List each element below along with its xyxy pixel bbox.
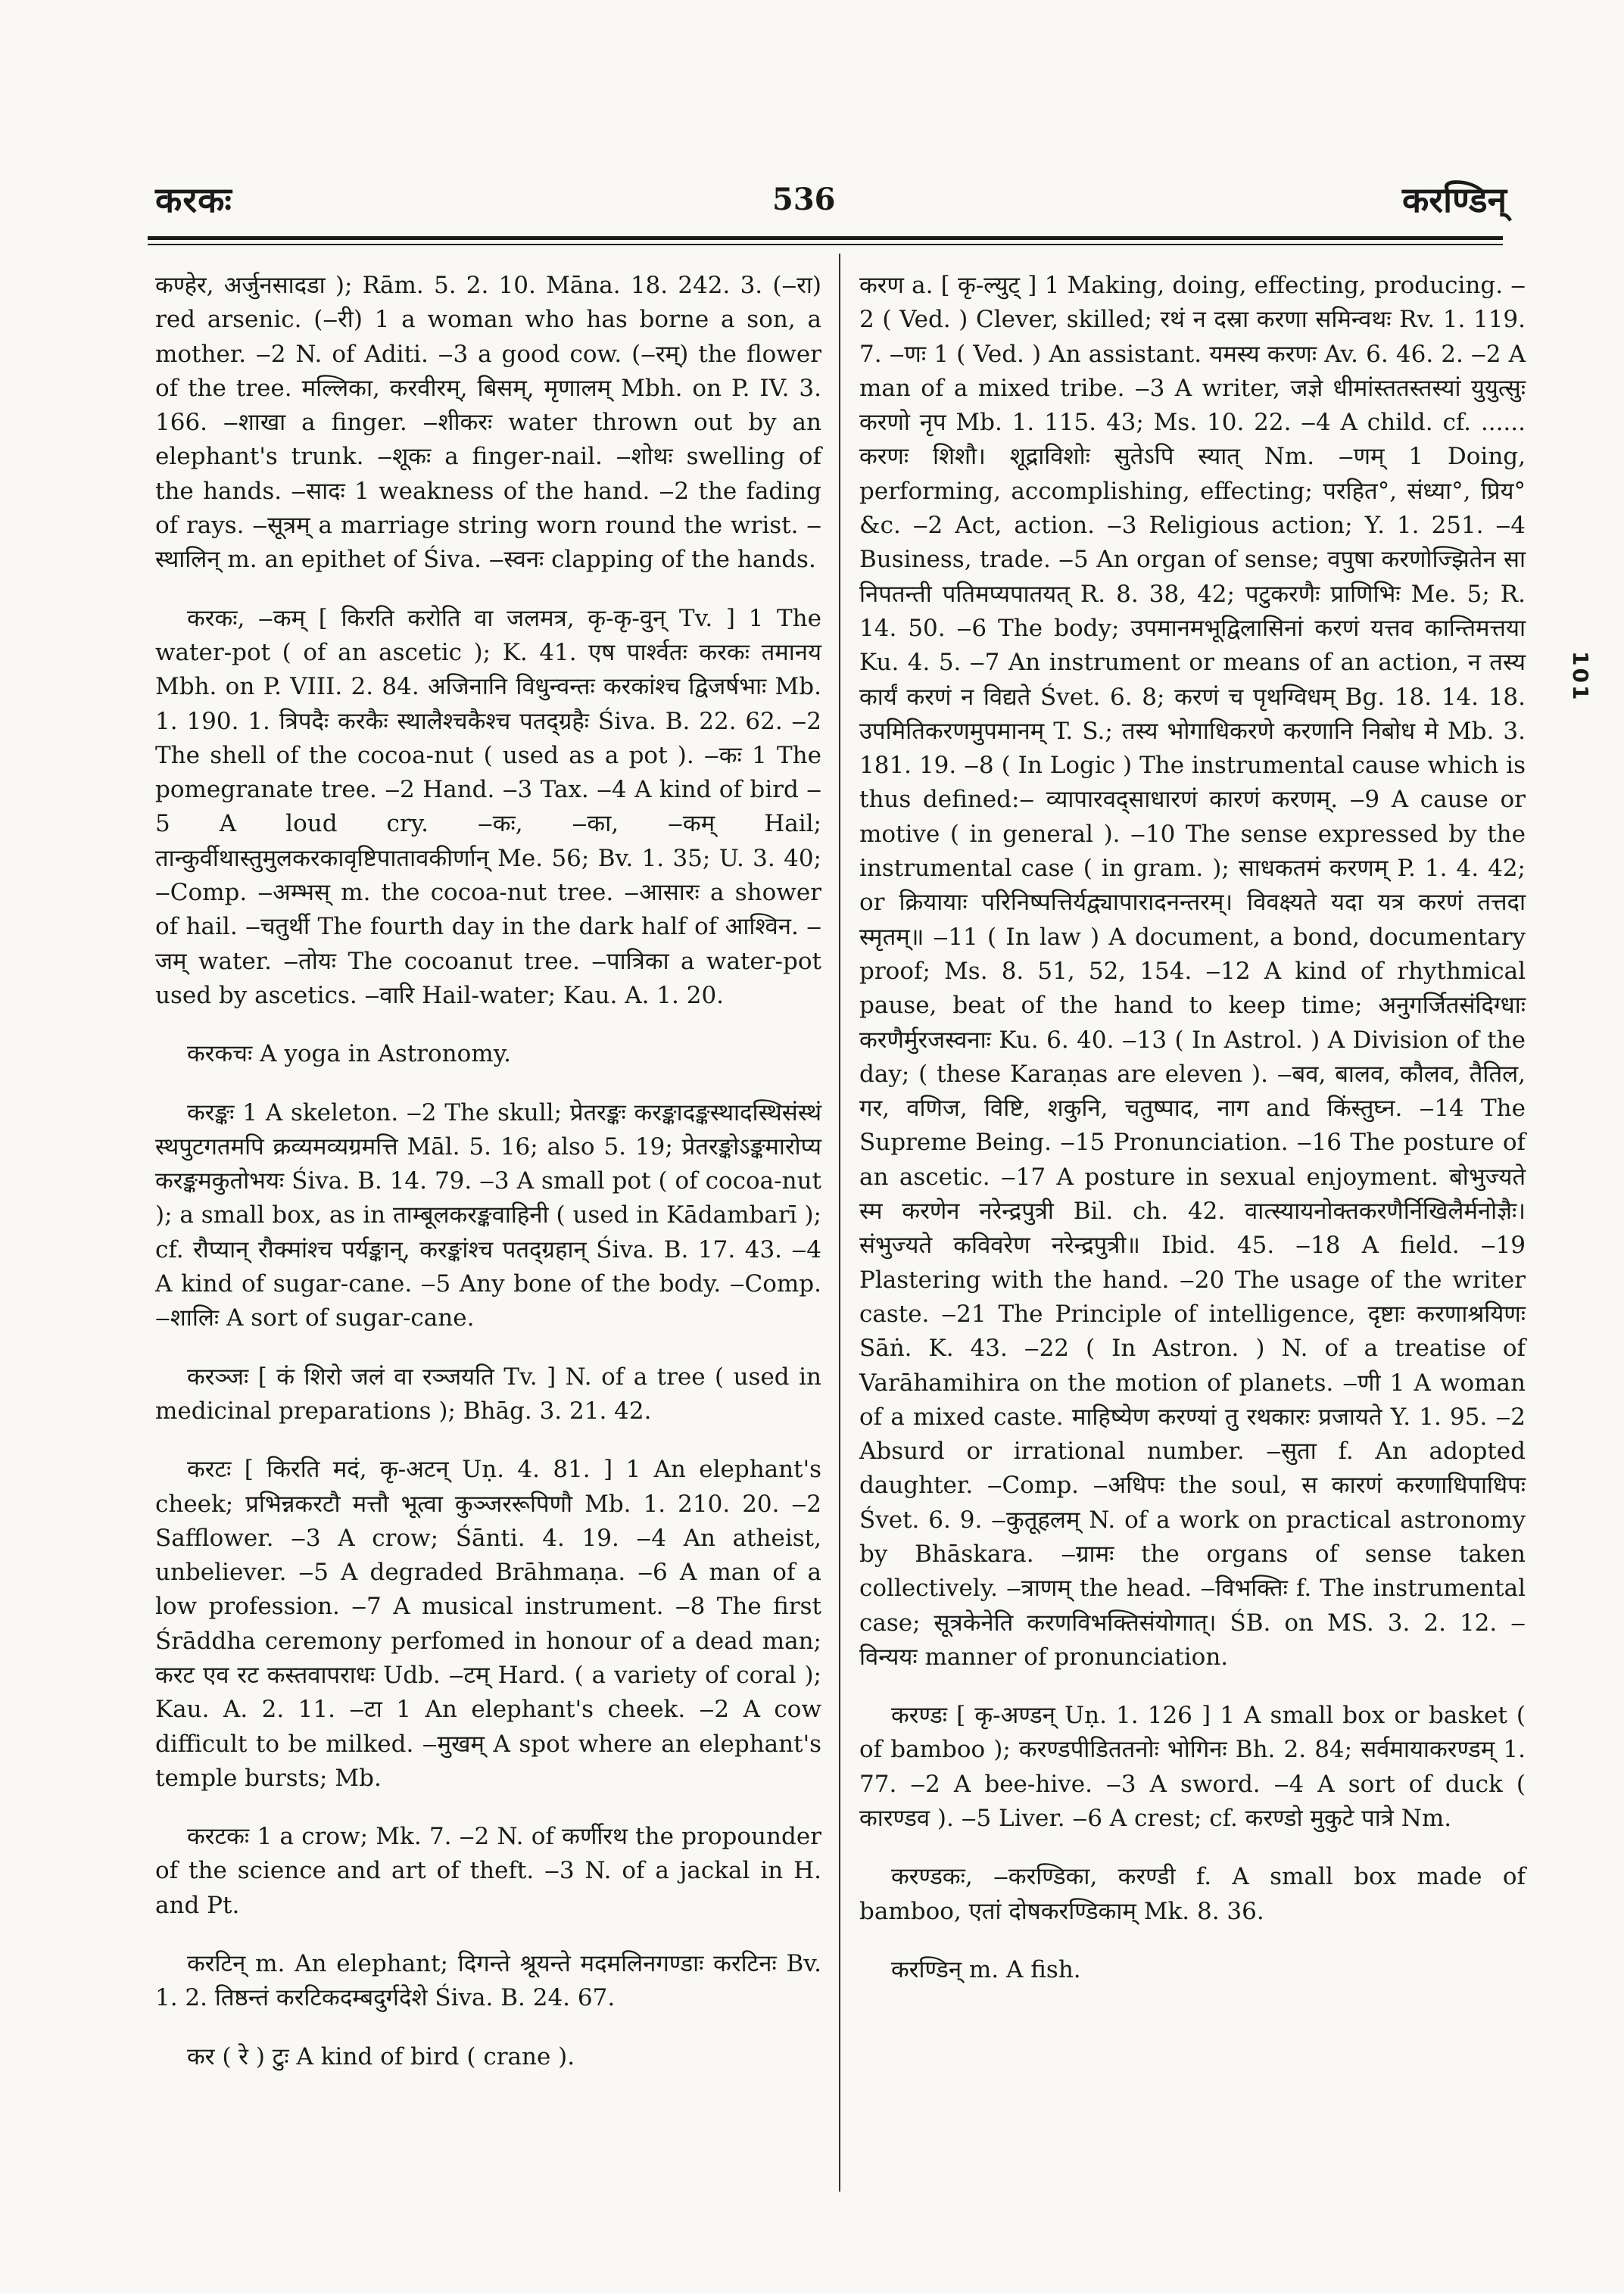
entry-karakah: करकः, ‒कम् [ किरति करोति वा जलमत्र, कृ-कृ-वुन् Tv. ] 1 The water-pot ( of an ascetic ); K. 41. एष पार्श्वतः करकः तमानय Mbh. on P. VIII. 2. 84. अजिनानि विधुन्वन्तः करकांश्च द्विजर्षभाः Mb. 1. 190. 1. त्रिपदैः करकैः स्थालैश्चकैश्च पतद्ग्रहैः Śiva. B. 22. 62. ‒2 The shell of the cocoa-nut ( used as a pot ). ‒कः 1 The pomegranate tree. ‒2 Hand. ‒3 Tax. ‒4 A kind of bird ‒5 A loud cry. ‒कः, ‒का, ‒कम् Hail; तान्कुर्वीथास्तुमुलकरकावृष्टिपातावकीर्णान् Me. 56; Bv. 1. 35; U. 3. 40; ‒Comp. ‒अम्भस् m. the cocoa-nut tree. ‒आसारः a shower of hail. ‒चतुर्थी The fourth day in the dark half of आश्विन. ‒जम् water. ‒तोयः The cocoanut tree. ‒पात्रिका a water-pot used by ascetics. ‒वारि Hail-water; Kau. A. 1. 20. (155, 604, 821, 1009)
entry-gap (859, 1929, 1526, 1953)
header-rule-thin (148, 244, 1503, 245)
entry-gap (859, 1836, 1526, 1860)
entry-karandakah: करण्डकः, ‒करण्डिका, करण्डी f. A small box made of bamboo, एतां दोषकरण्डिकाम् Mk. 8. 36. (859, 1863, 1526, 1925)
entry-karandin: करण्डिन् m. A fish. (891, 1955, 1081, 1983)
entry-gap (155, 1013, 821, 1037)
entry-gap (155, 2016, 821, 2040)
entry-karatuh: कर ( रे ) टुः A kind of bird ( crane ). (187, 2042, 575, 2070)
entry-karanjah: करञ्जः [ कं शिरो जलं वा रञ्जयति Tv. ] N. of a tree ( used in medicinal preparations ); Bhāg. 3. 21. 42. (155, 1363, 821, 1425)
page-header (0, 0, 1624, 242)
entry-karankah: करङ्कः 1 A skeleton. ‒2 The skull; प्रेतरङ्कः करङ्कादङ्कस्थादस्थिसंस्थं स्थपुटगतमपि क्रव्यमव्यग्रमत्ति Māl. 5. 16; also 5. 19; प्रेतरङ्कोऽङ्कमारोप्य करङ्कमकुतोभयः Śiva. B. 14. 79. ‒3 A small pot ( of cocoa-nut ); a small box, as in ताम्बूलकरङ्कवाहिनी ( used in Kādambarī ); cf. रौप्यान् रौक्मांश्च पर्यङ्कान्, करङ्कांश्च पतद्ग्रहान् Śiva. B. 17. 43. ‒4 A kind of sugar-cane. ‒5 Any bone of the body. ‒Comp. ‒शालिः A sort of sugar-cane. (155, 1098, 821, 1332)
entry-karandah: करण्डः [ कृ-अण्डन् Uṇ. 1. 126 ] 1 A small box or basket ( of bamboo ); करण्डपीडिततनोः भोगिनः Bh. 2. 84; सर्वमायाकरण्डम् 1. 77. ‒2 A bee-hive. ‒3 A sword. ‒4 A sort of duck ( कारण्डव ). ‒5 Liver. ‒6 A crest; cf. करण्डो मुकुटे पात्रे Nm. (859, 1702, 1526, 1833)
entry-gap (155, 1428, 821, 1453)
page-number: 536 (772, 182, 836, 217)
entry-gap (859, 1675, 1526, 1699)
entry-gap (155, 1072, 821, 1096)
right-column (859, 269, 1526, 1987)
entry-karana: करण a. [ कृ-ल्युट् ] 1 Making, doing, effecting, producing. ‒2 ( Ved. ) Clever, skilled; रथं न दस्रा करणा समिन्वथः Rv. 1. 119. 7. ‒णः 1 ( Ved. ) An assistant. यमस्य करणः Av. 6. 46. 2. ‒2 A man of a mixed tribe. ‒3 A writer, जज्ञे धीमांस्ततस्तस्यां युयुत्सुः करणो नृप Mb. 1. 115. 43; Ms. 10. 22. ‒4 A child. cf. ...... करणः शिशौ। शूद्राविशोः सुतेऽपि स्यात् Nm. ‒णम् 1 Doing, performing, accomplishing, effecting; परहित°, संध्या°, प्रिय° &c. ‒2 Act, action. ‒3 Religious action; Y. 1. 251. ‒4 Business, trade. ‒5 An organ of sense; वपुषा करणोज्झितेन सा निपतन्ती पतिमप्यपातयत् R. 8. 38, 42; पटुकरणैः प्राणिभिः Me. 5; R. 14. 50. ‒6 The body; उपमानमभूद्विलासिनां करणं यत्तव कान्तिमत्तया Ku. 4. 5. ‒7 An instrument or means of an action, न तस्य कार्यं करणं न विद्यते Śvet. 6. 8; करणं च पृथग्विधम् Bg. 18. 14. 18. उपमितिकरणमुपमानम् T. S.; तस्य भोगाधिकरणे करणानि निबोध मे Mb. 3. 181. 19. ‒8 ( In Logic ) The instrumental cause which is thus defined:‒ व्यापारवद्साधारणं कारणं करणम्. ‒9 A cause or motive ( in general ). ‒10 The sense expressed by the instrumental case ( in gram. ); साधकतमं करणम् P. 1. 4. 42; or क्रियायाः परिनिष्पत्तिर्यद्व्यापारादनन्तरम्। विवक्ष्यते यदा यत्र करणं तत्तदा स्मृतम्॥ ‒11 ( In law ) A document, a bond, documentary proof; Ms. 8. 51, 52, 154. ‒12 A kind of rhythmical pause, beat of the hand to keep time; अनुगर्जितसंदिग्धाः करणैर्मुरजस्वनाः Ku. 6. 40. ‒13 ( In Astrol. ) A Division of the day; ( these Karaṇas are eleven ). ‒बव, बालव, कौलव, तैतिल, गर, वणिज, विष्टि, शकुनि, चतुष्पाद, नाग and किंस्तुघ्न. ‒14 The Supreme Being. ‒15 Pronunciation. ‒16 The posture of an ascetic. ‒17 A posture in sexual enjoyment. बोभुज्यते स्म करणेन नरेन्द्रपुत्री Bil. ch. 42. वात्स्यायनोक्तकरणैर्निखिलैर्मनोज्ञैः। संभुज्यते कविवरेण नरेन्द्रपुत्री॥ Ibid. 45. ‒18 A field. ‒19 Plastering with the hand. ‒20 The usage of the writer caste. ‒21 The Principle of intelligence, दृष्टाः करणाश्रयिणः Sāṅ. K. 43. ‒22 ( In Astron. ) N. of a treatise of Varāhamihira on the motion of planets. ‒णी 1 A woman of a mixed caste. माहिष्येण करण्यां तु रथकारः प्रजायते Y. 1. 95. ‒2 Absurd or irrational number. ‒सुता f. An adopted daughter. ‒Comp. ‒अधिपः the soul, स कारणं करणाधिपाधिपः Śvet. 6. 9. ‒कुतूहलम् N. of a work on practical astronomy by Bhāskara. ‒ग्रामः the organs of sense taken collectively. ‒त्राणम् the head. ‒विभक्तिः f. The instrumental case; सूत्रकेनेति करणविभक्तिसंयोगात्। ŚB. on MS. 3. 2. 12. ‒विन्ययः manner of pronunciation. (859, 272, 1526, 1671)
entry-karatakah: करटकः 1 a crow; Mk. 7. ‒2 N. of कर्णीरथ the propounder of the science and art of theft. ‒3 N. of a jackal in H. and Pt. (155, 1823, 821, 1919)
entry-gap (155, 1923, 821, 1947)
left-column (155, 269, 821, 2074)
entry-gap (155, 1796, 821, 1820)
entry-karaka-continued: कण्हेर, अर्जुनसादडा ); Rām. 5. 2. 10. Māna. 18. 242. 3. (‒रा) red arsenic. (‒री) 1 a woman who has borne a son, a mother. ‒2 N. of Aditi. ‒3 a good cow. (‒रम्) the flower of the tree. मल्लिका, करवीरम्, बिसम्, मृणालम् Mbh. on P. IV. 3. 166. ‒शाखा a finger. ‒शीकरः water thrown out by an elephant's trunk. ‒शूकः a finger-nail. ‒शोथः swelling of the hands. ‒सादः 1 weakness of the hand. ‒2 the fading of rays. ‒सूत्रम् a marriage string worn round the wrist. ‒स्थालिन् m. an epithet of Śiva. ‒स्वनः clapping of the hands. (155, 272, 821, 574)
right-guide-word: करण्डिन् (1401, 179, 1507, 220)
column-divider (839, 254, 840, 2192)
header-rule-thick (148, 236, 1503, 240)
entry-karatah: करटः [ किरति मदं, कृ-अटन् Uṇ. 4. 81. ] 1 An elephant's cheek; प्रभिन्नकरटौ मत्तौ भूत्वा कुञ्जररूपिणौ Mb. 1. 210. 20. ‒2 Safflower. ‒3 A crow; Śānti. 4. 19. ‒4 An atheist, unbeliever. ‒5 A degraded Brāhmaṇa. ‒6 A man of a low profession. ‒7 A musical instrument. ‒8 The first Śrāddha ceremony perfomed in honour of a dead man; करट एव रट कस्तवापराधः Udb. ‒टम् Hard. ( a variety of coral ); Kau. A. 2. 11. ‒टा 1 An elephant's cheek. ‒2 A cow difficult to be milked. ‒मुखम् A spot where an elephant's temple bursts; Mb. (155, 1456, 821, 1792)
margin-page-mark: 101 (1568, 651, 1593, 703)
entry-gap (155, 578, 821, 602)
left-guide-word: करकः (155, 179, 232, 220)
entry-karakacah: करकचः A yoga in Astronomy. (187, 1040, 511, 1068)
entry-karatin: करटिन् m. An elephant; दिगन्ते श्रूयन्ते मदमलिनगण्डाः करटिनः Bv. 1. 2. तिष्ठन्तं करटिकदम्बदुर्गदेशे Śiva. B. 24. 67. (155, 1950, 821, 2012)
entry-gap (155, 1336, 821, 1360)
